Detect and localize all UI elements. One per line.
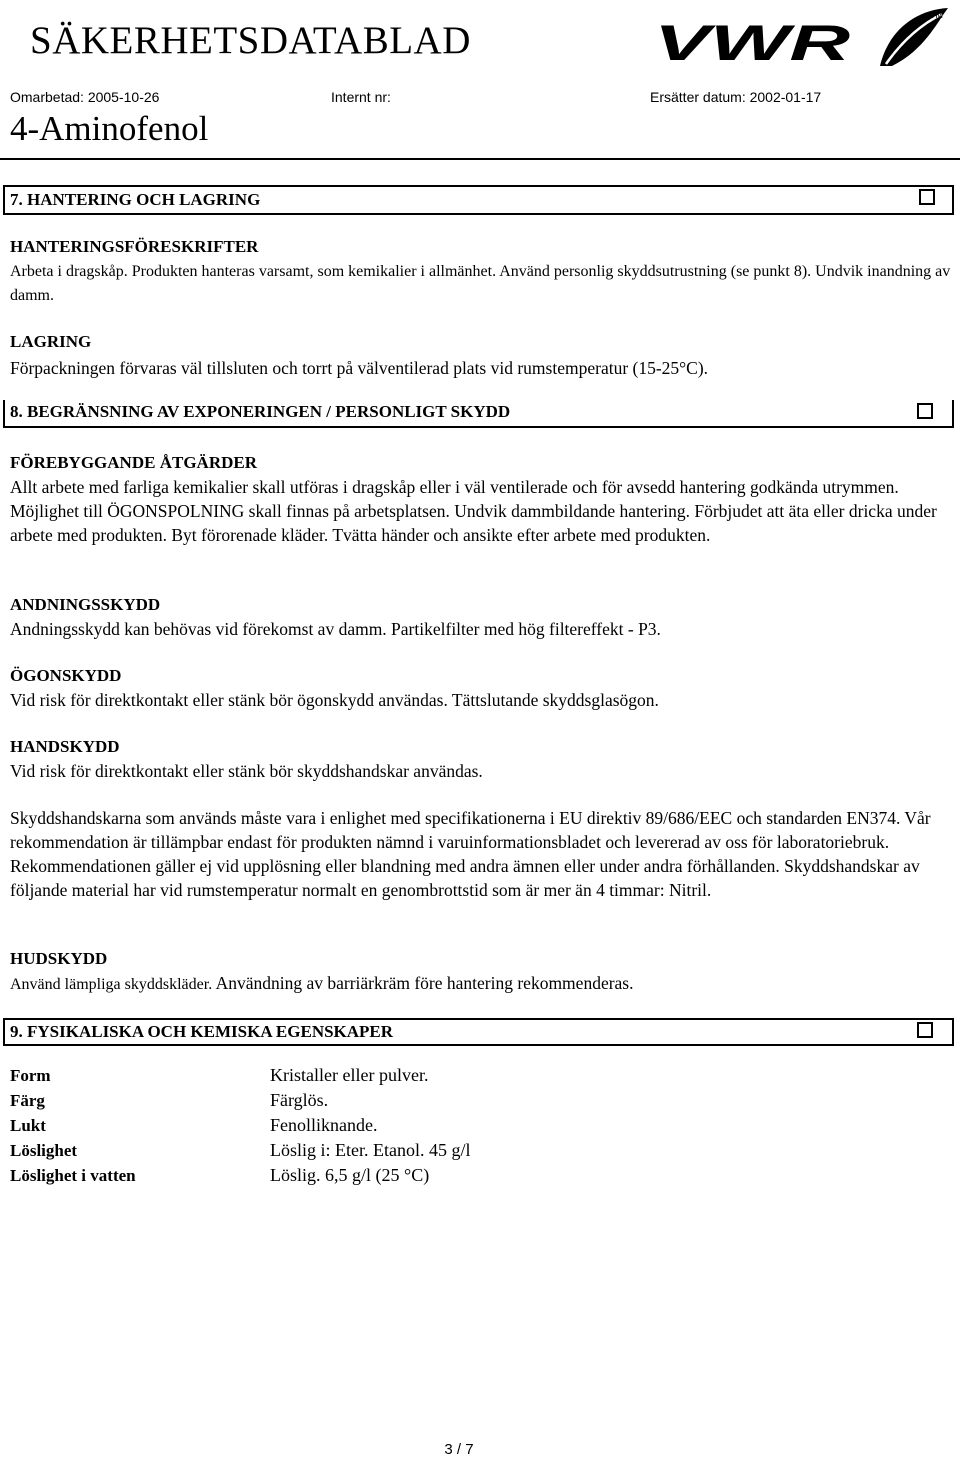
skin-text-clothing: Använd lämpliga skyddskläder. bbox=[10, 976, 213, 993]
property-value: Fenolliknande. bbox=[270, 1115, 378, 1135]
section-8-title: 8. BEGRÄNSNING AV EXPONERINGEN / PERSONLIGT SKYDD bbox=[10, 402, 511, 421]
property-label: Löslighet i vatten bbox=[10, 1166, 136, 1185]
revised-date: Omarbetad: 2005-10-26 bbox=[10, 89, 160, 105]
internal-number: Internt nr: bbox=[331, 89, 391, 105]
section-7-checkbox[interactable] bbox=[919, 189, 935, 205]
handling-text: Arbeta i dragskåp. Produkten hanteras varsamt, som kemikalier i allmänhet. Använd personlig skyddsutrustning (se punkt 8). Undvik inandning av damm. bbox=[10, 263, 951, 304]
product-name: 4-Aminofenol bbox=[10, 109, 209, 148]
section-9-checkbox[interactable] bbox=[917, 1022, 933, 1038]
page-number: 3 / 7 bbox=[444, 1441, 474, 1458]
document-title: SÄKERHETSDATABLAD bbox=[30, 19, 471, 62]
glove-text: Skyddshandskarna som används måste vara i enlighet med specifikationerna i EU direktiv 89/686/EEC och standarden EN374. Vår rekommendation är tillämpbar endast för produkten nämnd i varuinformationsbladet och levererad av oss för laboratoriebruk. Rekommendationen gäller ej vid upplösning eller blandning med andra ämnen eller under andra förhållanden. Skyddshandskar av följande material har vid rumstemperatur normalt en genombrottstid som är mer än 4 timmar: Nitril. bbox=[10, 808, 931, 900]
property-label: Form bbox=[10, 1066, 51, 1085]
eye-text: Vid risk för direktkontakt eller stänk bör ögonskydd användas. Tättslutande skyddsglasögon. bbox=[10, 690, 659, 710]
section-9-title: 9. FYSIKALISKA OCH KEMISKA EGENSKAPER bbox=[10, 1022, 394, 1041]
property-value: Färglös. bbox=[270, 1090, 329, 1110]
eye-heading: ÖGONSKYDD bbox=[10, 666, 122, 685]
handling-heading: HANTERINGSFÖRESKRIFTER bbox=[10, 237, 259, 256]
preventive-heading: FÖREBYGGANDE ÅTGÄRDER bbox=[10, 453, 257, 472]
logo-trademark: TM bbox=[930, 10, 943, 20]
section-7-title: 7. HANTERING OCH LAGRING bbox=[10, 190, 261, 209]
hand-text: Vid risk för direktkontakt eller stänk bör skyddshandskar användas. bbox=[10, 761, 483, 781]
skin-heading: HUDSKYDD bbox=[10, 949, 108, 968]
skin-text bbox=[10, 971, 955, 997]
section-7-header bbox=[3, 185, 954, 215]
storage-heading: LAGRING bbox=[10, 332, 92, 351]
respiratory-heading: ANDNINGSSKYDD bbox=[10, 595, 161, 614]
property-label: Löslighet bbox=[10, 1141, 78, 1160]
header-divider bbox=[0, 158, 960, 160]
property-label: Färg bbox=[10, 1091, 45, 1110]
section-9-header bbox=[3, 1018, 954, 1046]
vwr-logo bbox=[652, 4, 952, 76]
replaces-date: Ersätter datum: 2002-01-17 bbox=[650, 89, 822, 105]
section-8-header bbox=[3, 400, 954, 428]
storage-text: Förpackningen förvaras väl tillsluten och torrt på välventilerad plats vid rumstemperatur (15-25°C). bbox=[10, 358, 709, 378]
property-value: Kristaller eller pulver. bbox=[270, 1065, 429, 1085]
section-8-checkbox[interactable] bbox=[917, 403, 933, 419]
logo-text: VWR bbox=[654, 15, 850, 71]
hand-heading: HANDSKYDD bbox=[10, 737, 120, 756]
skin-text-cream: Användning av barriärkräm före hantering rekommenderas. bbox=[212, 973, 634, 993]
property-value: Löslig i: Eter. Etanol. 45 g/l bbox=[270, 1140, 471, 1160]
property-label: Lukt bbox=[10, 1116, 46, 1135]
respiratory-text: Andningsskydd kan behövas vid förekomst av damm. Partikelfilter med hög filtereffekt - P3. bbox=[10, 619, 661, 639]
preventive-text: Allt arbete med farliga kemikalier skall utföras i dragskåp eller i väl ventilerade och för avsedd hantering godkända utrymmen. Möjlighet till ÖGONSPOLNING skall finnas på arbetsplatsen. Undvik dammbildande hantering. Förbjudet att äta eller dricka under arbete med produkten. Byt förorenade kläder. Tvätta händer och ansikte efter arbete med produkten. bbox=[10, 477, 937, 545]
property-value: Löslig. 6,5 g/l (25 °C) bbox=[270, 1165, 430, 1185]
